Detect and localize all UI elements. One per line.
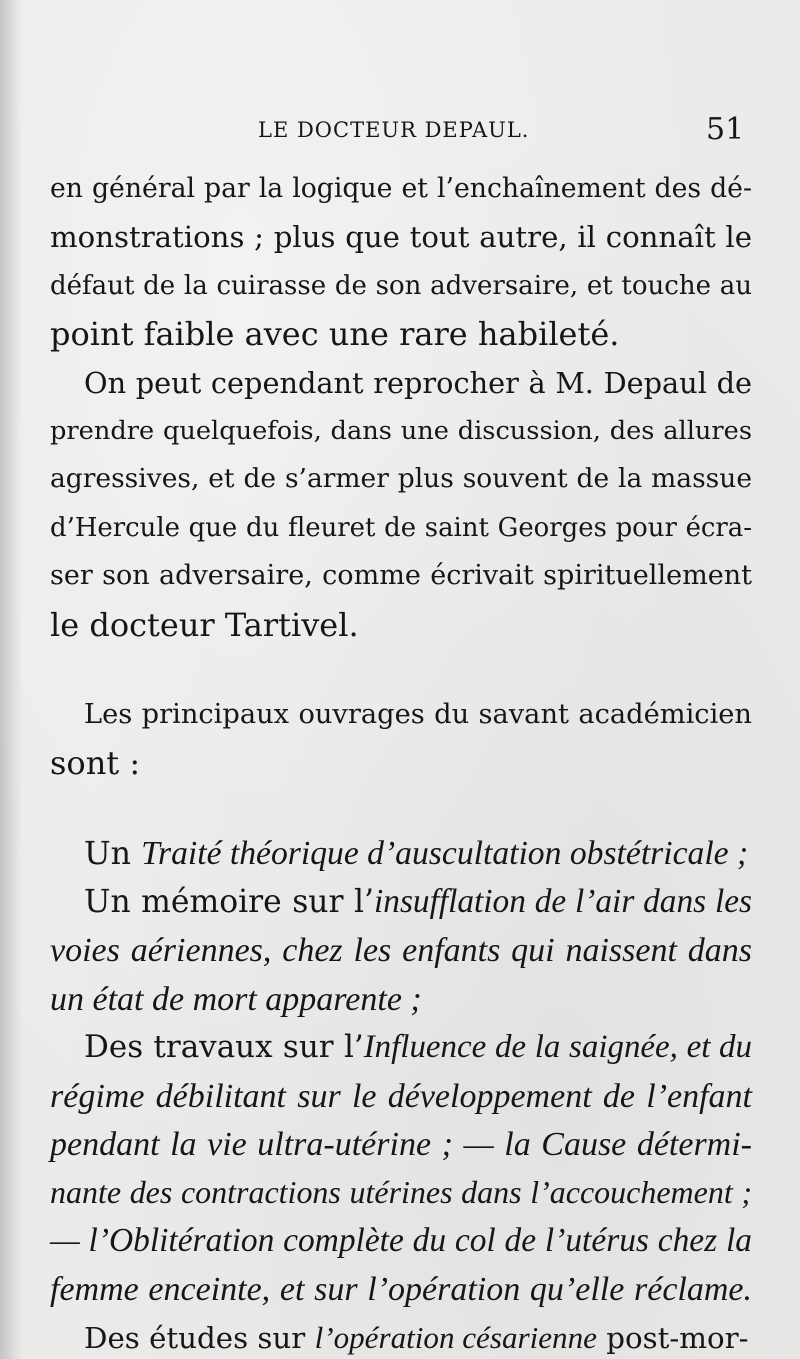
work-title: un état de mort apparente ; [50,980,422,1018]
text-line: en général par la logique et l’enchaînement des dé- [50,173,752,204]
work-entry [50,830,752,878]
paragraph-gap [50,788,752,830]
work-prefix: Des travaux sur l’ [84,1029,364,1066]
text-line: prendre quelquefois, dans une discussion, des allures [50,415,752,446]
work-entry [50,1217,752,1265]
work-title: régime débilitant sur le développement de l’enfant [50,1077,752,1115]
work-entry [50,926,752,974]
body-text [50,165,752,1359]
work-prefix: Des études sur [84,1320,315,1355]
text-line: sont : [50,744,141,783]
work-entry [50,878,752,926]
work-title: Influence de la saignée, et du [363,1029,752,1066]
work-entry [50,1168,752,1216]
work-prefix: Un mémoire sur l’ [84,884,375,921]
page-gutter-shadow [0,0,22,1359]
text-line: On peut cependant reprocher à M. Depaul de [84,365,752,400]
work-prefix: Un [84,835,142,872]
text-line: point faible avec une rare habileté. [50,315,620,354]
text-line: ser son adversaire, comme écrivait spirituellement [50,560,752,592]
text-line: d’Hercule que du fleuret de saint Georges pour écra- [50,512,752,543]
running-title: LE DOCTEUR DEPAUL. [258,118,530,142]
text-line: le docteur Tartivel. [50,605,359,644]
work-entry [50,1314,752,1359]
work-title: insufflation de l’air dans les [374,883,752,921]
work-title: pendant la vie ultra-utérine ; — la Cause détermi- [50,1126,752,1164]
work-title: voies aériennes, chez les enfants qui naissent dans [50,932,752,970]
work-title: nante des contractions utérines dans l’accouchement ; [50,1174,752,1211]
work-title: l’opération césarienne [314,1319,597,1355]
work-entry [50,1072,752,1120]
paragraph-gap [50,649,752,691]
page-number: 51 [706,112,745,147]
work-title: femme enceinte, et sur l’opération qu’elle réclame. [50,1271,752,1309]
work-title: Traité théorique d’auscultation obstétricale ; [141,834,749,872]
work-entry [50,975,752,1023]
text-line: monstrations ; plus que tout autre, il connaît le [50,220,752,255]
text-line: Les principaux ouvrages du savant académicien [84,698,752,730]
text-line: agressives, et de s’armer plus souvent de la massue [50,463,752,495]
text-line: défaut de la cuirasse de son adversaire, et touche au [50,270,752,301]
work-entry [50,1120,752,1168]
work-title: — l’Oblitération complète du col de l’utérus chez la [50,1221,752,1259]
running-header [0,112,800,152]
work-entry [50,1265,752,1313]
work-entry [50,1023,752,1071]
work-suffix: post-mor- [596,1320,749,1355]
